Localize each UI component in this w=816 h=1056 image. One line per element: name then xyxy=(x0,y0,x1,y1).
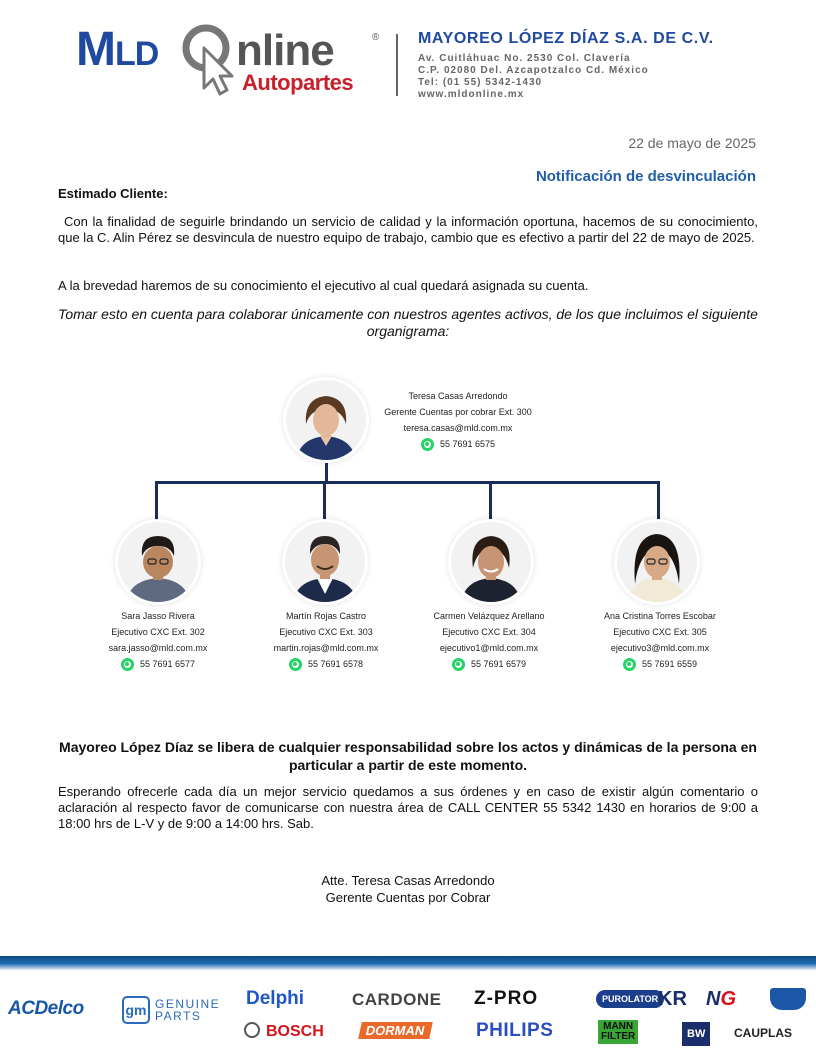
manager-phone[interactable]: 55 7691 6575 xyxy=(439,439,496,449)
staff-name: Martín Rojas Castro xyxy=(285,611,367,621)
manager-name: Teresa Casas Arredondo xyxy=(408,391,508,401)
letter-title: Notificación de desvinculación xyxy=(535,168,756,185)
brand-footer xyxy=(0,976,816,1056)
gm-text: GENUINE PARTS xyxy=(155,997,221,1023)
staff-avatar-1 xyxy=(118,522,198,602)
staff-name: Sara Jasso Rivera xyxy=(121,611,195,621)
signature-role: Gerente Cuentas por Cobrar xyxy=(325,890,491,905)
disclaimer: Mayoreo López Díaz se libera de cualquier responsabilidad sobre los actos y dinámicas de la persona en particular a partir de este momento. xyxy=(59,739,757,773)
mld-online-logo xyxy=(76,22,386,100)
kr-logo: KR xyxy=(658,988,687,1010)
cursor-icon xyxy=(180,24,240,96)
letterhead xyxy=(0,0,816,110)
connector-drop-1 xyxy=(155,481,158,523)
whatsapp-icon xyxy=(623,658,636,671)
manager-photo xyxy=(286,380,366,460)
whatsapp-icon xyxy=(289,658,302,671)
header-divider xyxy=(396,34,398,96)
staff-photo-1 xyxy=(118,522,198,602)
connector-drop-3 xyxy=(489,481,492,523)
bw-logo: BW xyxy=(682,1022,710,1046)
staff-role: Ejecutivo CXC Ext. 305 xyxy=(613,627,707,637)
staff-role: Ejecutivo CXC Ext. 304 xyxy=(442,627,536,637)
logo-autopartes: Autopartes xyxy=(242,70,354,95)
staff-avatar-3 xyxy=(451,522,531,602)
paragraph-2: A la brevedad haremos de su conocimiento el ejecutivo al cual quedará asignada su cuenta. xyxy=(58,278,589,293)
logo-mld: MLD xyxy=(76,23,159,76)
zpro-logo: Z-PRO xyxy=(474,988,539,1009)
company-phone: Tel: (01 55) 5342-1430 xyxy=(418,77,543,88)
org-chart xyxy=(0,370,816,690)
paragraph-1: Con la finalidad de seguirle brindando un servicio de calidad y la información oportuna, hacemos de su conocimiento, que la C. Alin Pérez se desvincula de nuestro equipo de trabajo, cambio que es efectivo a partir del 22 de mayo de 2025. xyxy=(58,214,758,245)
staff-phone-row xyxy=(570,656,750,672)
manager-email[interactable]: teresa.casas@mld.com.mx xyxy=(403,423,513,433)
cardone-logo: CARDONE xyxy=(352,990,442,1009)
company-name: MAYOREO LÓPEZ DÍAZ S.A. DE C.V. xyxy=(418,30,714,47)
manager-card xyxy=(368,388,548,452)
manager-phone-row xyxy=(368,436,548,452)
philips-logo: PHILIPS xyxy=(476,1020,554,1041)
greeting: Estimado Cliente: xyxy=(58,186,168,201)
staff-phone-row xyxy=(236,656,416,672)
cauplas-logo: CAUPLAS xyxy=(734,1026,793,1040)
staff-card-1 xyxy=(68,608,248,672)
connector-vertical-top xyxy=(325,458,328,482)
gm-mark: gm xyxy=(122,996,150,1024)
signature-block xyxy=(0,872,816,906)
staff-email[interactable]: ejecutivo3@mld.com.mx xyxy=(610,643,710,653)
acdelco-logo: ACDelco xyxy=(8,998,84,1019)
paragraph-3: Esperando ofrecerle cada día un mejor servicio quedamos a sus órdenes y en caso de existir algún comentario o aclaración al respecto favor de comunicarse con nuestra área de CALL CENTER 55 5342 1430 en horarios de 9:00 a 18:00 hrs de L-V y de 9:00 a 14:00 hrs. Sab. xyxy=(58,784,758,831)
staff-card-3 xyxy=(399,608,579,672)
staff-email[interactable]: sara.jasso@mld.com.mx xyxy=(108,643,208,653)
staff-role: Ejecutivo CXC Ext. 302 xyxy=(111,627,205,637)
mann-filter-logo: MANN FILTER xyxy=(598,1020,638,1044)
staff-card-4 xyxy=(570,608,750,672)
staff-phone[interactable]: 55 7691 6579 xyxy=(470,659,527,669)
ng-logo: NG xyxy=(706,988,737,1010)
staff-card-2 xyxy=(236,608,416,672)
letter-date: 22 de mayo de 2025 xyxy=(628,135,756,151)
signature-name: Atte. Teresa Casas Arredondo xyxy=(321,873,495,888)
staff-email[interactable]: ejecutivo1@mld.com.mx xyxy=(439,643,539,653)
connector-horizontal xyxy=(155,481,660,484)
staff-phone[interactable]: 55 7691 6577 xyxy=(139,659,196,669)
staff-avatar-4 xyxy=(617,522,697,602)
whatsapp-icon xyxy=(421,438,434,451)
staff-email[interactable]: martin.rojas@mld.com.mx xyxy=(273,643,379,653)
connector-drop-2 xyxy=(323,481,326,523)
manager-role: Gerente Cuentas por cobrar Ext. 300 xyxy=(384,407,532,417)
dorman-logo: DORMAN xyxy=(358,1022,432,1039)
staff-photo-4 xyxy=(617,522,697,602)
connector-drop-4 xyxy=(657,481,660,523)
staff-phone[interactable]: 55 7691 6578 xyxy=(307,659,364,669)
manager-avatar xyxy=(286,380,366,460)
company-address-2: C.P. 02080 Del. Azcapotzalco Cd. México xyxy=(418,65,649,76)
staff-phone-row xyxy=(399,656,579,672)
company-address-1: Av. Cuitláhuac No. 2530 Col. Clavería xyxy=(418,53,631,64)
staff-phone[interactable]: 55 7691 6559 xyxy=(641,659,698,669)
delphi-logo: Delphi xyxy=(246,988,305,1009)
staff-role: Ejecutivo CXC Ext. 303 xyxy=(279,627,373,637)
org-chart-intro: Tomar esto en cuenta para colaborar únicamente con nuestros agentes activos, de los que incluimos el siguiente organigrama: xyxy=(58,306,758,339)
bosch-ring-icon xyxy=(244,1022,260,1038)
whatsapp-icon xyxy=(452,658,465,671)
staff-photo-2 xyxy=(285,522,365,602)
gm-genuine-parts-logo xyxy=(122,996,220,1024)
staff-phone-row xyxy=(68,656,248,672)
bosch-logo: BOSCH xyxy=(244,1022,324,1041)
staff-avatar-2 xyxy=(285,522,365,602)
footer-bar xyxy=(0,956,816,970)
staff-name: Ana Cristina Torres Escobar xyxy=(604,611,716,621)
company-website[interactable]: www.mldonline.mx xyxy=(418,89,525,100)
whatsapp-icon xyxy=(121,658,134,671)
logo-online: nline xyxy=(236,26,334,75)
company-info xyxy=(418,30,714,101)
shield-brand-icon xyxy=(770,988,806,1010)
registered-mark: ® xyxy=(372,32,380,43)
purolator-logo: PUROLATOR xyxy=(596,990,664,1008)
staff-photo-3 xyxy=(451,522,531,602)
staff-name: Carmen Velázquez Arellano xyxy=(433,611,545,621)
